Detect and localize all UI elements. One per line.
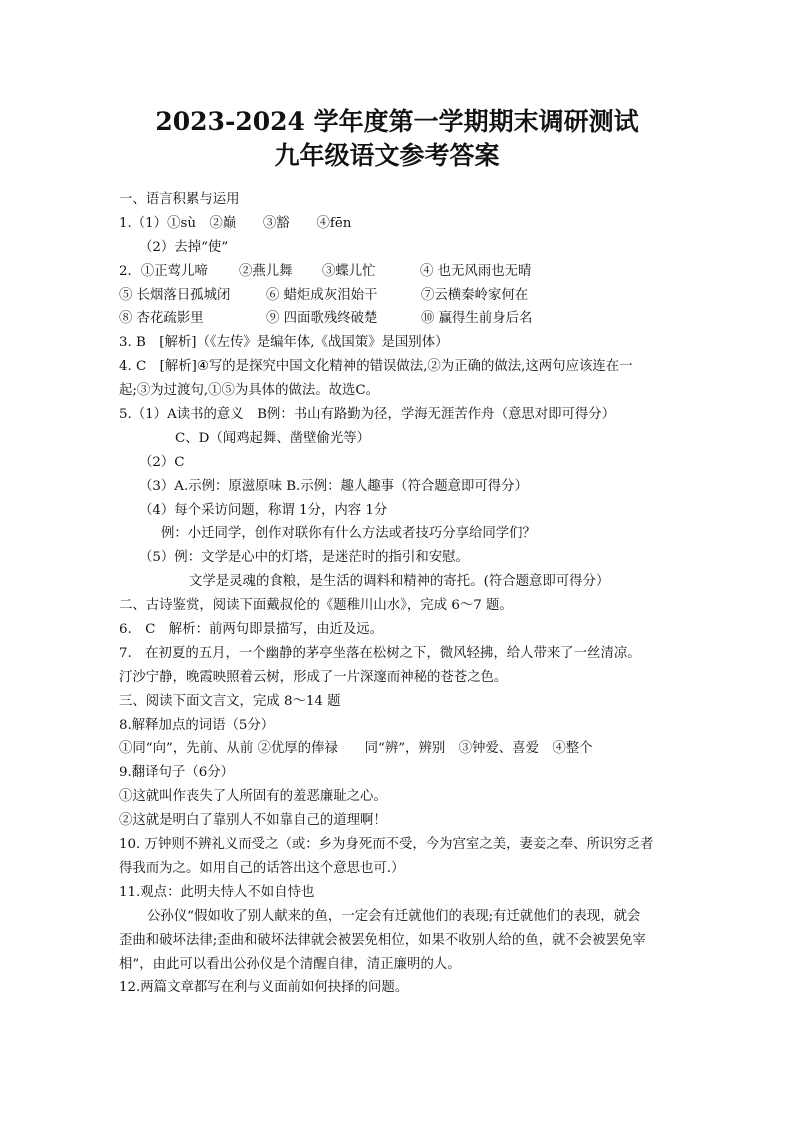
answer-line: （2）C [139, 454, 185, 470]
answer-line: （3）A.示例：原滋原味 B.示例：趣人趣事（符合题意即可得分） [139, 478, 528, 494]
answer-item: ④ 也无风雨也无晴 [420, 263, 532, 279]
answer-line: 相”，由此可以看出公孙仪是个清醒自律，清正廉明的人。 [119, 956, 461, 972]
answer-line [119, 284, 679, 308]
answer-item: ⑧ 杏花疏影里 [119, 311, 204, 327]
answer-line: 例：小迁同学，创作对联你有什么方法或者技巧分享给同学们？ [161, 526, 536, 542]
answer-line: 歪曲和破坏法律;歪曲和破坏法律就会被罢免相位，如果不收别人给的鱼，就不会被罢免宰 [119, 932, 646, 948]
answer-line: C、D（闻鸡起舞、凿壁偷光等） [175, 430, 371, 446]
answer-item: 2．①正莺儿啼 [119, 263, 208, 279]
answer-line: ①这就叫作丧失了人所固有的羞恶廉耻之心。 [119, 789, 387, 805]
answer-line: 汀沙宁静，晚霞映照着云树，形成了一片深邃而神秘的苍苍之色。 [119, 669, 508, 685]
answer-line: 文学是灵魂的食粮，是生活的调料和精神的寄托。(符合题意即可得分） [189, 574, 610, 590]
answer-line: （4）每个采访问题，称谓 1分，内容 1分 [139, 502, 388, 518]
answer-line: 9.翻译句子（6分） [119, 765, 235, 781]
answer-line [119, 307, 679, 331]
section-heading: 二、古诗鉴赏，阅读下面戴叔伦的《题稚川山水》，完成 6～7 题。 [119, 598, 513, 614]
section-heading: 三、阅读下面文言文，完成 8～14 题 [119, 693, 341, 709]
answer-item: ②燕儿舞 [239, 263, 293, 279]
answer-line: 4. C [解析]④写的是探究中国文化精神的错误做法,②为正确的做法,这两句应该连在一 [119, 359, 633, 375]
answer-line: 11.观点：此明夫恃人不如自恃也 [119, 884, 315, 900]
answer-line: 起;③为过渡句,①⑤为具体的做法。故选C。 [119, 383, 380, 399]
answer-item: ⑥ 蜡炬成灰泪始干 [266, 287, 378, 303]
answer-line: 5.（1）A读书的意义 B例：书山有路勤为径，学海无涯苦作舟（意思对即可得分） [119, 407, 616, 423]
answer-item: ③蝶儿忙 [322, 263, 376, 279]
answer-line: 12.两篇文章都写在利与义面前如何抉择的问题。 [119, 980, 409, 996]
answer-line: 公孙仪“假如收了别人献来的鱼，一定会有迁就他们的表现;有迁就他们的表现，就会 [147, 908, 641, 924]
answer-line: ②这就是明白了靠别人不如靠自己的道理啊！ [119, 813, 387, 829]
answer-line [119, 260, 679, 284]
answer-line: （2）去掉“使” [139, 239, 229, 255]
answer-item: ⑤ 长烟落日孤城闭 [119, 287, 231, 303]
answer-line: 8.解释加点的词语（5分） [119, 717, 275, 733]
document-title: 2023-2024 学年度第一学期期末调研测试 [155, 107, 639, 136]
answer-line: （5）例：文学是心中的灯塔，是迷茫时的指引和安慰。 [139, 550, 469, 566]
answer-item: ⑨ 四面歌残终破楚 [266, 311, 378, 327]
answer-line: 10. 万钟则不辨礼义而受之（或：乡为身死而不受，今为宫室之美，妻妾之奉、所识穷乏者 [119, 837, 654, 853]
document-subtitle: 九年级语文参考答案 [274, 141, 500, 170]
answer-item: ⑦云横秦岭家何在 [421, 287, 529, 303]
answer-line: 3. B [解析]（《左传》是编年体,《战国策》是国别体） [119, 335, 449, 351]
answer-line: 6. C 解析：前两句即景描写，由近及远。 [119, 622, 384, 638]
answer-line: ①同“向”，先前、从前 ②优厚的俸禄 同“辨”，辨别 ③钟爱、喜爱 ④整个 [119, 741, 593, 757]
answer-line: 7. 在初夏的五月，一个幽静的茅亭坐落在松树之下，微风轻拂，给人带来了一丝清凉。 [119, 645, 641, 661]
section-heading: 一、语言积累与运用 [119, 192, 240, 207]
answer-body [119, 188, 679, 1000]
answer-line: 1.（1）①sù ②巅 ③豁 ④fēn [119, 215, 352, 231]
answer-item: ⑩ 赢得生前身后名 [421, 311, 533, 327]
answer-line: 得我而为之。如用自己的话答出这个意思也可.） [119, 860, 405, 876]
